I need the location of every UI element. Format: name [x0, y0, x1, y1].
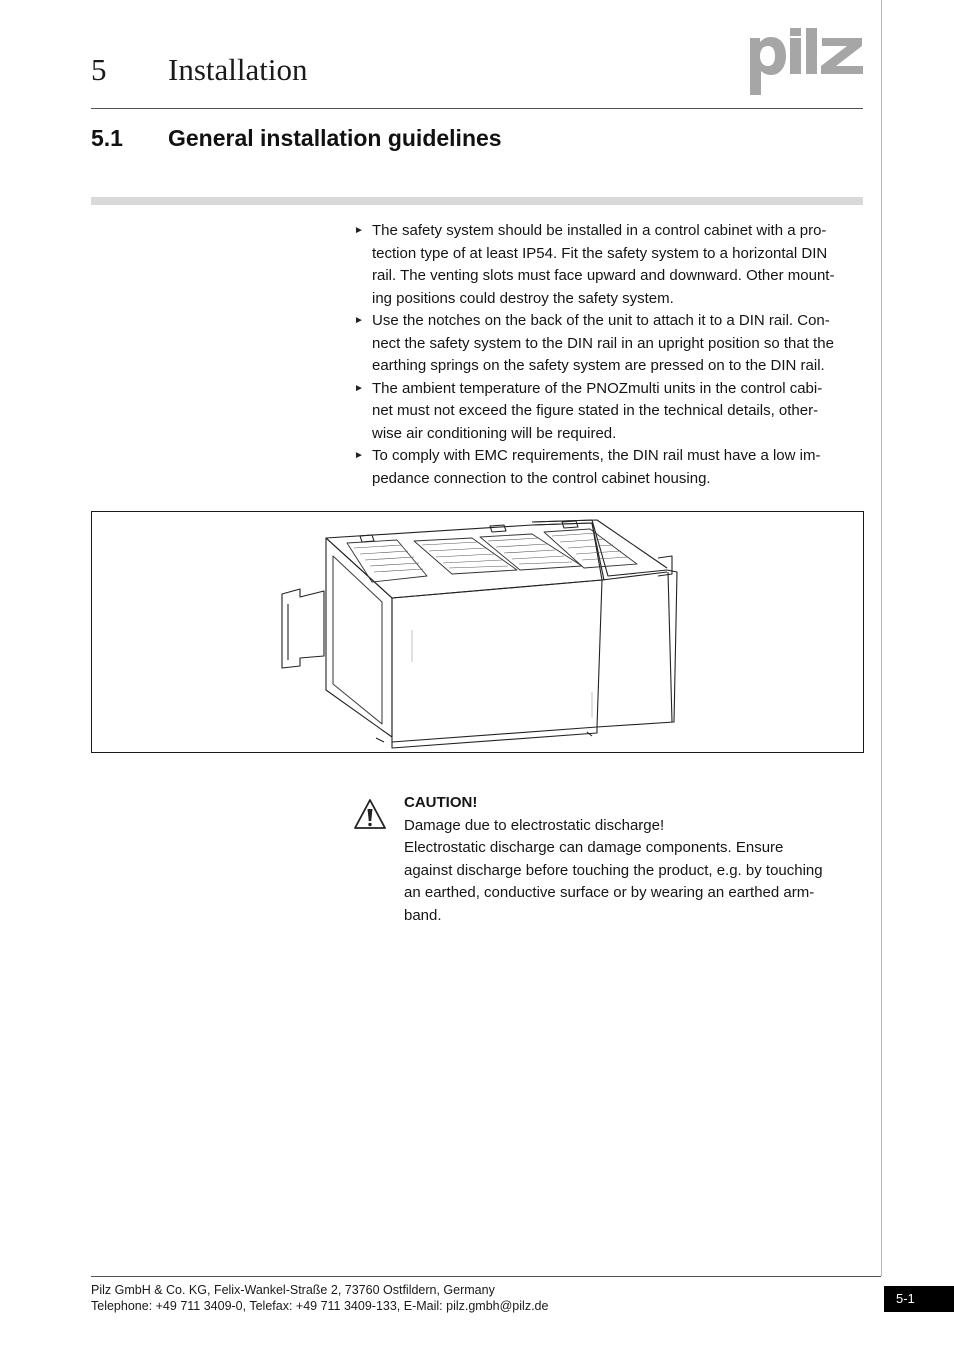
caution-line: Electrostatic discharge can damage components. Ensure — [404, 839, 784, 856]
section-title: General installation guidelines — [168, 125, 502, 151]
chapter-title: Installation — [168, 52, 308, 87]
pilz-logo — [748, 28, 866, 96]
guideline-line: earthing springs on the safety system are pressed on to the DIN rail. — [372, 357, 825, 374]
din-rail-mounting-figure — [91, 511, 864, 753]
chapter-number: 5 — [91, 52, 107, 87]
page-number: 5-1 — [884, 1286, 954, 1312]
guideline-line: pedance connection to the control cabinet housing. — [372, 469, 711, 487]
footer-address: Pilz GmbH & Co. KG, Felix-Wankel-Straße 2, 73760 Ostfildern, Germany — [91, 1283, 495, 1297]
footer-rule — [91, 1276, 881, 1277]
caution-notice — [404, 792, 866, 927]
caution-line: against discharge before touching the product, e.g. by touching — [404, 861, 823, 879]
bullet-arrow-icon: ► — [354, 382, 364, 394]
guideline-line: To comply with EMC requirements, the DIN rail must have a low im- — [372, 447, 821, 464]
guideline-line: rail. The venting slots must face upward and downward. Other mount- — [372, 267, 835, 284]
page-right-rule — [881, 0, 882, 1276]
caution-line: Damage due to electrostatic discharge! — [404, 816, 665, 834]
section-number: 5.1 — [91, 125, 123, 151]
bullet-arrow-icon: ► — [354, 450, 364, 461]
bullet-arrow-icon: ► — [354, 225, 364, 236]
section-divider-band — [91, 197, 863, 205]
caution-line: an earthed, conductive surface or by wearing an earthed arm- — [404, 884, 815, 901]
guideline-line: ing positions could destroy the safety system. — [372, 289, 674, 307]
guideline-line: nect the safety system to the DIN rail in an upright position so that the — [372, 334, 834, 352]
guideline-item — [354, 220, 866, 310]
header-rule — [91, 108, 863, 109]
caution-line: band. — [404, 906, 442, 924]
warning-triangle-icon — [353, 797, 387, 831]
guideline-item — [354, 445, 866, 490]
bullet-arrow-icon: ► — [354, 315, 364, 326]
footer-contact: Telephone: +49 711 3409-0, Telefax: +49 711 3409-133, E-Mail: pilz.gmbh@pilz.de — [91, 1299, 549, 1313]
guideline-line: The safety system should be installed in a control cabinet with a pro- — [372, 222, 827, 239]
guidelines-list — [354, 220, 866, 490]
guideline-line: wise air conditioning will be required. — [372, 424, 617, 442]
guideline-line: The ambient temperature of the PNOZmulti units in the control cabi- — [372, 379, 823, 397]
guideline-line: Use the notches on the back of the unit to attach it to a DIN rail. Con- — [372, 312, 830, 329]
guideline-line: net must not exceed the figure stated in the technical details, other- — [372, 402, 819, 419]
guideline-line: tection type of at least IP54. Fit the safety system to a horizontal DIN — [372, 244, 828, 262]
safety-unit-drawing — [92, 512, 863, 752]
guideline-item — [354, 310, 866, 378]
caution-title: CAUTION! — [404, 794, 478, 811]
guideline-item — [354, 378, 866, 446]
